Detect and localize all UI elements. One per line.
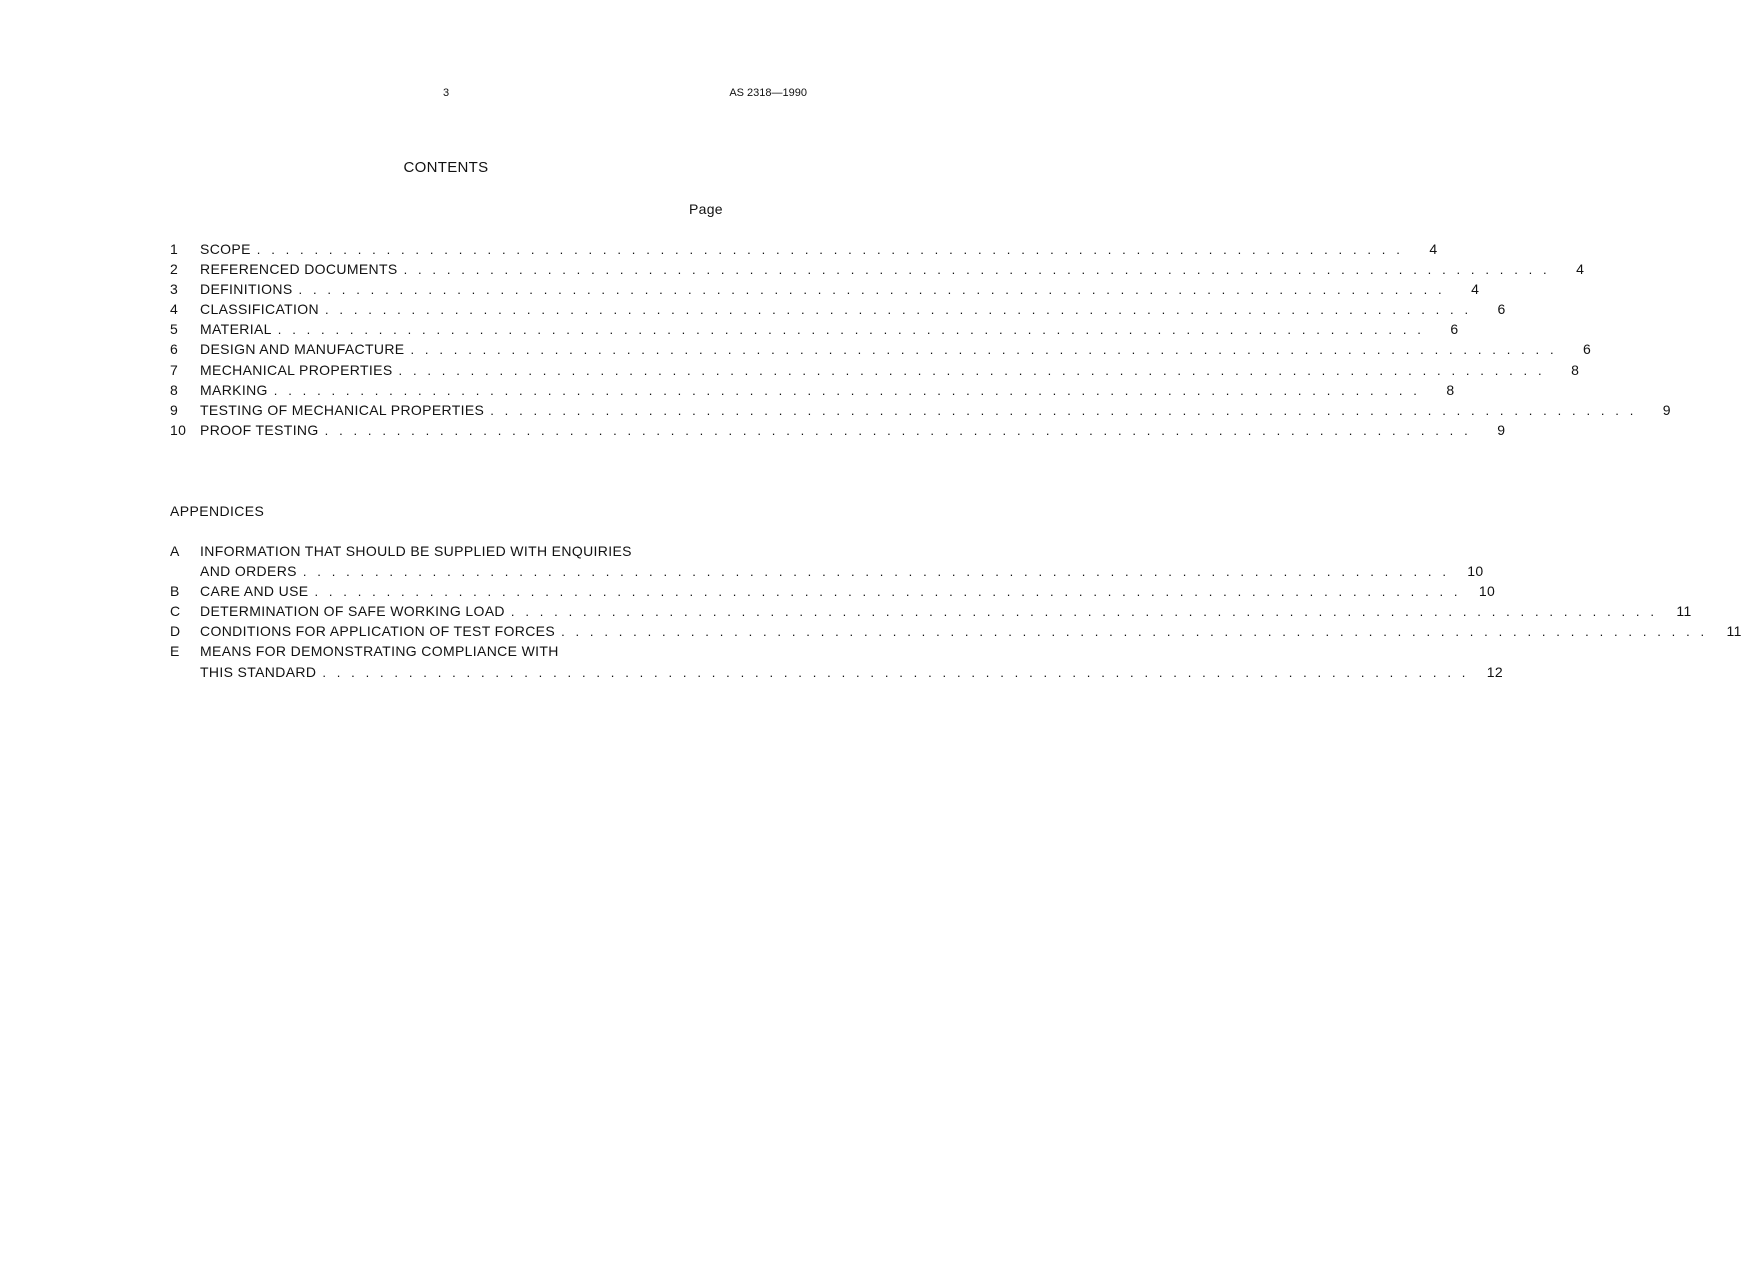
toc-entry-title: PROOF TESTING	[200, 421, 319, 438]
toc-entry-number: 7	[170, 361, 179, 378]
toc-entry-number: C	[170, 603, 181, 620]
dot-leader: . . . . . . . . . . . . . . . . . . . . . . . . . . . . . . . . . . . . . . . . . . . . . . . . . . . . . . . . . . . . . . . . . . . . . . . . . . . . . . . .	[490, 402, 1637, 418]
toc-entry	[170, 281, 1480, 301]
toc-entry-page: 6	[1450, 321, 1459, 338]
toc-entry	[170, 563, 1484, 583]
toc-entry	[170, 663, 1503, 684]
toc-entry-title: DEFINITIONS	[200, 281, 293, 298]
dot-leader: . . . . . . . . . . . . . . . . . . . . . . . . . . . . . . . . . . . . . . . . . . . . . . . . . . . . . . . . . . . . . . . . . . . . . . . . . . . . . . . .	[298, 282, 1446, 298]
dot-leader: . . . . . . . . . . . . . . . . . . . . . . . . . . . . . . . . . . . . . . . . . . . . . . . . . . . . . . . . . . . . . . . . . . . . . . . . . . . . . . . .	[398, 362, 1546, 378]
toc-entry	[170, 583, 1496, 603]
toc-entry-page: 11	[1726, 623, 1742, 640]
toc-entry-number: 6	[170, 341, 179, 358]
toc-entry-title: DETERMINATION OF SAFE WORKING LOAD	[200, 603, 505, 620]
toc-entry-page: 6	[1583, 341, 1592, 358]
toc-entry-title: MEANS FOR DEMONSTRATING COMPLIANCE WITH	[200, 643, 559, 660]
toc-entry-number: 9	[170, 401, 179, 418]
toc-entry	[170, 623, 1742, 643]
toc-entry-number: A	[170, 543, 180, 559]
toc-entry-number: 10	[170, 421, 187, 438]
toc-entry	[170, 603, 1692, 623]
toc-entry-number: B	[170, 583, 180, 600]
toc-entry	[170, 261, 1585, 281]
toc-entry-title: REFERENCED DOCUMENTS	[200, 261, 398, 278]
toc-entry-page: 4	[1576, 261, 1585, 278]
toc-entry	[170, 643, 740, 663]
page-column-label: Page	[689, 201, 723, 217]
dot-leader: . . . . . . . . . . . . . . . . . . . . . . . . . . . . . . . . . . . . . . . . . . . . . . . . . . . . . . . . . . . . . . . . . . . . . . . . . . . . . . . .	[561, 624, 1708, 640]
toc-entry	[170, 421, 1506, 442]
toc-entry-number: D	[170, 623, 181, 640]
dot-leader: . . . . . . . . . . . . . . . . . . . . . . . . . . . . . . . . . . . . . . . . . . . . . . . . . . . . . . . . . . . . . . . . . . . . . . . . . . . . . . . .	[410, 342, 1558, 358]
toc-entry	[170, 543, 740, 563]
dot-leader: . . . . . . . . . . . . . . . . . . . . . . . . . . . . . . . . . . . . . . . . . . . . . . . . . . . . . . . . . . . . . . . . . . . . . . . . . . . . . . . .	[510, 604, 1658, 620]
toc-entry-page: 9	[1497, 421, 1506, 438]
dot-leader: . . . . . . . . . . . . . . . . . . . . . . . . . . . . . . . . . . . . . . . . . . . . . . . . . . . . . . . . . . . . . . . . . . . . . . . . . . . . . . . .	[273, 382, 1421, 398]
toc-entry	[170, 341, 1592, 361]
toc-entry-number: 3	[170, 281, 179, 298]
toc-entry-title: CLASSIFICATION	[200, 301, 319, 318]
toc-entry	[170, 401, 1671, 422]
toc-entry-page: 6	[1497, 301, 1506, 318]
toc-appendices	[170, 543, 1742, 684]
toc-entry-title: INFORMATION THAT SHOULD BE SUPPLIED WITH ENQUIRIES	[200, 543, 632, 559]
toc-entry-page: 10	[1467, 563, 1484, 580]
toc-entry	[170, 241, 1438, 261]
dot-leader: . . . . . . . . . . . . . . . . . . . . . . . . . . . . . . . . . . . . . . . . . . . . . . . . . . . . . . . . . . . . . . . . . . . . . . . . . . . . . . . .	[322, 664, 1469, 680]
dot-leader: . . . . . . . . . . . . . . . . . . . . . . . . . . . . . . . . . . . . . . . . . . . . . . . . . . . . . . . . . . . . . . . . . . . . . . . . . . . . . . . .	[325, 302, 1472, 318]
toc-sections	[170, 241, 1671, 442]
dot-leader: . . . . . . . . . . . . . . . . . . . . . . . . . . . . . . . . . . . . . . . . . . . . . . . . . . . . . . . . . . . . . . . . . . . . . . . . . . . . . . . .	[403, 262, 1551, 278]
toc-entry-number: 8	[170, 381, 179, 398]
toc-entry-page: 10	[1478, 583, 1496, 600]
toc-entry-page: 4	[1429, 241, 1438, 257]
toc-entry-title: DESIGN AND MANUFACTURE	[200, 341, 405, 358]
toc-entry-title: MATERIAL	[200, 321, 272, 338]
dot-leader: . . . . . . . . . . . . . . . . . . . . . . . . . . . . . . . . . . . . . . . . . . . . . . . . . . . . . . . . . . . . . . . . . . . . . . . . . . . . . . . .	[302, 564, 1450, 580]
dot-leader: . . . . . . . . . . . . . . . . . . . . . . . . . . . . . . . . . . . . . . . . . . . . . . . . . . . . . . . . . . . . . . . . . . . . . . . . . . . . . . . .	[256, 242, 1404, 257]
toc-entry-number: 5	[170, 321, 179, 338]
dot-leader: . . . . . . . . . . . . . . . . . . . . . . . . . . . . . . . . . . . . . . . . . . . . . . . . . . . . . . . . . . . . . . . . . . . . . . . . . . . . . . . .	[277, 322, 1425, 338]
dot-leader: . . . . . . . . . . . . . . . . . . . . . . . . . . . . . . . . . . . . . . . . . . . . . . . . . . . . . . . . . . . . . . . . . . . . . . . . . . . . . . . .	[314, 584, 1462, 600]
toc-entry	[170, 361, 1580, 382]
document-id: AS 2318—1990	[729, 87, 807, 99]
toc-entry-title: CARE AND USE	[200, 583, 309, 600]
toc-entry-number: 4	[170, 301, 179, 318]
toc-entry-number: 1	[170, 241, 179, 257]
toc-entry-page: 11	[1676, 603, 1692, 620]
dot-leader: . . . . . . . . . . . . . . . . . . . . . . . . . . . . . . . . . . . . . . . . . . . . . . . . . . . . . . . . . . . . . . . . . . . . . . . . . . . . . . . .	[324, 422, 1472, 438]
toc-entry-page: 8	[1571, 361, 1580, 378]
toc-entry-page: 12	[1486, 663, 1503, 680]
toc-entry-number: E	[170, 643, 180, 660]
toc-entry	[170, 301, 1506, 321]
toc-entry-page: 8	[1446, 381, 1455, 398]
toc-entry	[170, 381, 1455, 402]
toc-entry-title: CONDITIONS FOR APPLICATION OF TEST FORCES	[200, 623, 556, 640]
page-number: 3	[442, 87, 450, 99]
toc-entry-title: TESTING OF MECHANICAL PROPERTIES	[200, 401, 485, 418]
toc-entry-page: 9	[1662, 401, 1671, 418]
toc-entry-title: THIS STANDARD	[200, 663, 317, 680]
toc-entry-page: 4	[1471, 281, 1480, 298]
toc-entry-title: MECHANICAL PROPERTIES	[200, 361, 393, 378]
contents-title: CONTENTS	[403, 159, 489, 176]
appendices-heading: APPENDICES	[170, 503, 265, 519]
toc-entry-title: AND ORDERS	[200, 563, 297, 580]
toc-entry-number: 2	[170, 261, 179, 278]
toc-entry-title: MARKING	[200, 381, 268, 398]
toc-entry	[170, 321, 1459, 341]
toc-entry-title: SCOPE	[200, 241, 251, 257]
